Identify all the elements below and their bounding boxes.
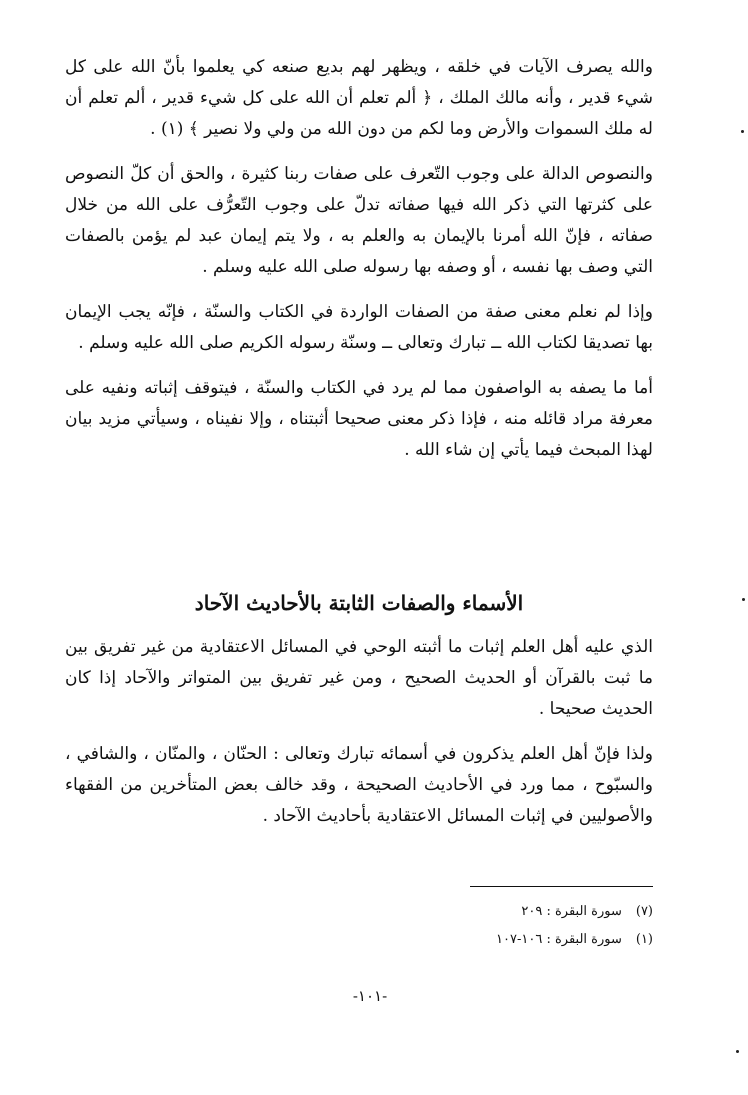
scan-speck [736, 1050, 739, 1053]
body-text-bottom [65, 632, 653, 846]
paragraph: أما ما يصفه به الواصفون مما لم يرد في الكتاب والسنّة ، فيتوقف إثباته ونفيه على معرفة مراد قائله منه ، فإذا ذكر معنى صحيحا أثبتناه ، وإلا نفيناه ، وسيأتي مزيد بيان لهذا المبحث فيما يأتي إن شاء الله . [65, 378, 653, 460]
section-heading: الأسماء والصفات الثابتة بالأحاديث الآحاد [194, 591, 524, 615]
paragraph: الذي عليه أهل العلم إثبات ما أثبته الوحي في المسائل الاعتقادية من غير تفريق بين ما ثبت بالقرآن أو الحديث الصحيح ، ومن غير تفريق بين المتواتر والآحاد إذا كان الحديث صحيحا . [65, 637, 653, 719]
footnote-number: (٧) [635, 904, 653, 919]
body-text-top [65, 52, 653, 480]
footnote [360, 898, 653, 926]
footnote-number: (١) [635, 932, 653, 947]
footnote-text: سورة البقرة : ٢٠٩ [521, 904, 622, 919]
scan-speck [741, 130, 744, 133]
paragraph: وإذا لم نعلم معنى صفة من الصفات الواردة في الكتاب والسنّة ، فإنّه يجب الإيمان بها تصديقا لكتاب الله ــ تبارك وتعالى ــ وسنّة رسوله الكريم صلى الله عليه وسلم . [65, 302, 653, 353]
scan-speck [742, 598, 745, 601]
footnote-divider [470, 886, 653, 887]
footnote [360, 926, 653, 954]
footnotes [360, 898, 653, 954]
paragraph: والله يصرف الآيات في خلقه ، ويظهر لهم بديع صنعه كي يعلموا بأنّ الله على كل شيء قدير ، وأنه مالك الملك ، ﴿ ألم تعلم أن الله على كل شيء قدير ، ألم تعلم أن له ملك السموات والأرض وما لكم من دون الله من ولي ولا نصير ﴾ (١) . [65, 57, 653, 139]
footnote-text: سورة البقرة : ١٠٦-١٠٧ [496, 932, 622, 947]
page-number: -١٠١- [352, 987, 388, 1005]
paragraph: والنصوص الدالة على وجوب التّعرف على صفات ربنا كثيرة ، والحق أن كلّ النصوص على كثرتها التي ذكر الله فيها صفاته تدلّ على وجوب التّعرُّف على الله من خلال صفاته ، فإنّ الله أمرنا بالإيمان به والعلم به ، ولا يتم إيمان عبد لم يؤمن بالصفات التي وصف بها نفسه ، أو وصفه بها رسوله صلى الله عليه وسلم . [65, 164, 653, 277]
paragraph: ولذا فإنّ أهل العلم يذكرون في أسمائه تبارك وتعالى : الحنّان ، والمنّان ، والشافي ، والسبّوح ، مما ورد في الأحاديث الصحيحة ، وقد خالف بعض المتأخرين من الفقهاء والأصوليين في إثبات المسائل الاعتقادية بأحاديث الآحاد . [65, 744, 653, 826]
